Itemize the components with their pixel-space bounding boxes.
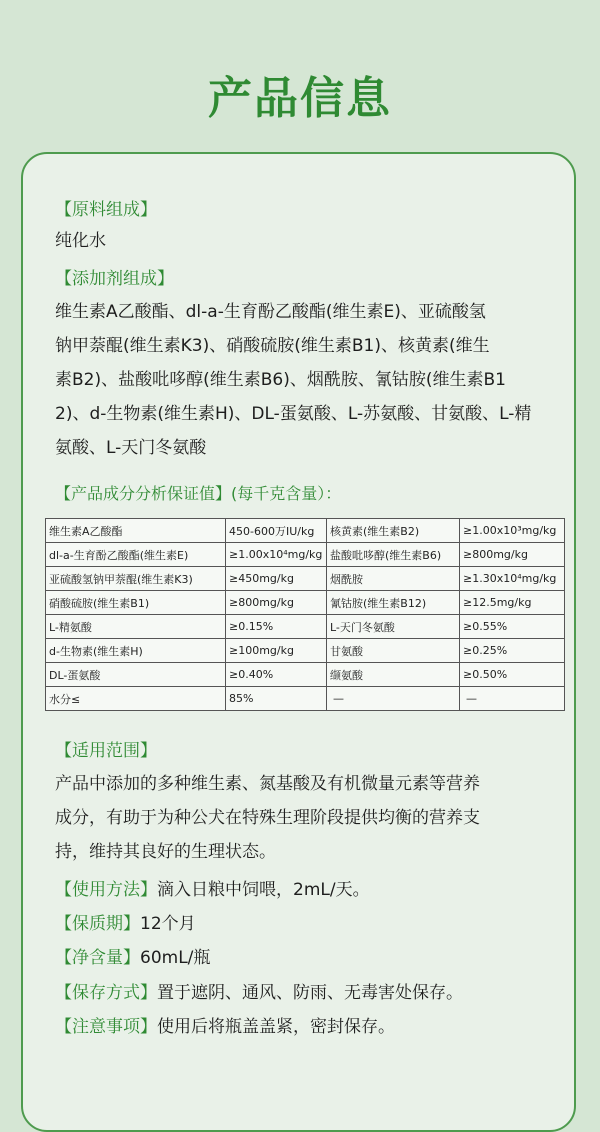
caution-value: 使用后将瓶盖盖紧，密封保存。 (157, 1017, 395, 1037)
table-cell: ≥800mg/kg (226, 591, 327, 615)
storage-value: 置于遮阴、通风、防雨、无毒害处保存。 (157, 983, 463, 1003)
table-row (46, 567, 565, 591)
net-content-row (55, 945, 565, 971)
table-cell: 甘氨酸 (327, 639, 460, 663)
table-row (46, 519, 565, 543)
scope-line: 产品中添加的多种维生素、氮基酸及有机微量元素等营养 (55, 774, 480, 794)
storage-label: 【保存方式】 (55, 983, 157, 1003)
usage-value: 滴入日粮中饲喂，2mL/天。 (157, 880, 370, 900)
table-row (46, 639, 565, 663)
additives-text (55, 295, 565, 465)
analysis-table (45, 518, 565, 711)
table-cell: L-精氨酸 (46, 615, 226, 639)
table-row (46, 543, 565, 567)
table-cell: 维生素A乙酸酯 (46, 519, 226, 543)
shelf-life-value: 12个月 (140, 914, 196, 934)
caution-label: 【注意事项】 (55, 1017, 157, 1037)
page-title: 产品信息 (208, 73, 392, 124)
table-cell: 85% (226, 687, 327, 711)
table-cell: ≥0.50% (460, 663, 565, 687)
table-cell: ≥800mg/kg (460, 543, 565, 567)
shelf-life-label: 【保质期】 (55, 914, 140, 934)
table-cell: — (327, 687, 460, 711)
table-cell: 核黄素(维生素B2) (327, 519, 460, 543)
scope-line: 成分，有助于为种公犬在特殊生理阶段提供均衡的营养支 (55, 808, 480, 828)
net-content-label: 【净含量】 (55, 948, 140, 968)
table-row (46, 663, 565, 687)
table-cell: 烟酰胺 (327, 567, 460, 591)
storage-row (55, 980, 565, 1006)
table-cell: ≥0.40% (226, 663, 327, 687)
table-cell: ≥0.55% (460, 615, 565, 639)
analysis-label: 【产品成分分析保证值】 (55, 484, 232, 503)
additives-line: 素B2)、盐酸吡哆醇(维生素B6)、烟酰胺、氰钴胺(维生素B1 (55, 370, 506, 390)
table-cell: 硝酸硫胺(维生素B1) (46, 591, 226, 615)
table-cell: dl-a-生育酚乙酸酯(维生素E) (46, 543, 226, 567)
additives-label: 【添加剂组成】 (55, 269, 174, 289)
table-cell: 盐酸吡哆醇(维生素B6) (327, 543, 460, 567)
raw-materials-label: 【原料组成】 (55, 200, 157, 220)
table-row (46, 615, 565, 639)
table-cell: 亚硫酸氢钠甲萘醌(维生素K3) (46, 567, 226, 591)
table-cell: ≥0.15% (226, 615, 327, 639)
scope-line: 持，维持其良好的生理状态。 (55, 842, 276, 862)
table-cell: 水分≤ (46, 687, 226, 711)
net-content-value: 60mL/瓶 (140, 948, 211, 968)
table-cell: DL-蛋氨酸 (46, 663, 226, 687)
table-cell: L-天门冬氨酸 (327, 615, 460, 639)
scope-label: 【适用范围】 (55, 741, 157, 761)
table-cell: ≥1.00x10³mg/kg (460, 519, 565, 543)
table-cell: 氰钴胺(维生素B12) (327, 591, 460, 615)
usage-row (55, 877, 565, 903)
caution-row (55, 1014, 565, 1040)
table-cell: ≥1.00x10⁴mg/kg (226, 543, 327, 567)
scope-text (55, 767, 565, 869)
additives-line: 维生素A乙酸酯、dl-a-生育酚乙酸酯(维生素E)、亚硫酸氢 (55, 302, 486, 322)
table-cell: — (460, 687, 565, 711)
shelf-life-row (55, 911, 565, 937)
table-row (46, 687, 565, 711)
usage-label: 【使用方法】 (55, 880, 157, 900)
additives-line: 氨酸、L-天门冬氨酸 (55, 438, 207, 458)
table-cell: 450-600万IU/kg (226, 519, 327, 543)
table-cell: 缬氨酸 (327, 663, 460, 687)
table-cell: ≥100mg/kg (226, 639, 327, 663)
table-row (46, 591, 565, 615)
additives-line: 钠甲萘醌(维生素K3)、硝酸硫胺(维生素B1)、核黄素(维生 (55, 336, 490, 356)
raw-materials-value: 纯化水 (55, 231, 106, 251)
table-cell: ≥1.30x10⁴mg/kg (460, 567, 565, 591)
table-cell: ≥450mg/kg (226, 567, 327, 591)
additives-line: 2)、d-生物素(维生素H)、DL-蛋氨酸、L-苏氨酸、甘氨酸、L-精 (55, 404, 532, 424)
analysis-heading (55, 481, 565, 504)
table-cell: d-生物素(维生素H) (46, 639, 226, 663)
analysis-note: (每千克含量）： (231, 484, 342, 503)
table-cell: ≥12.5mg/kg (460, 591, 565, 615)
table-cell: ≥0.25% (460, 639, 565, 663)
